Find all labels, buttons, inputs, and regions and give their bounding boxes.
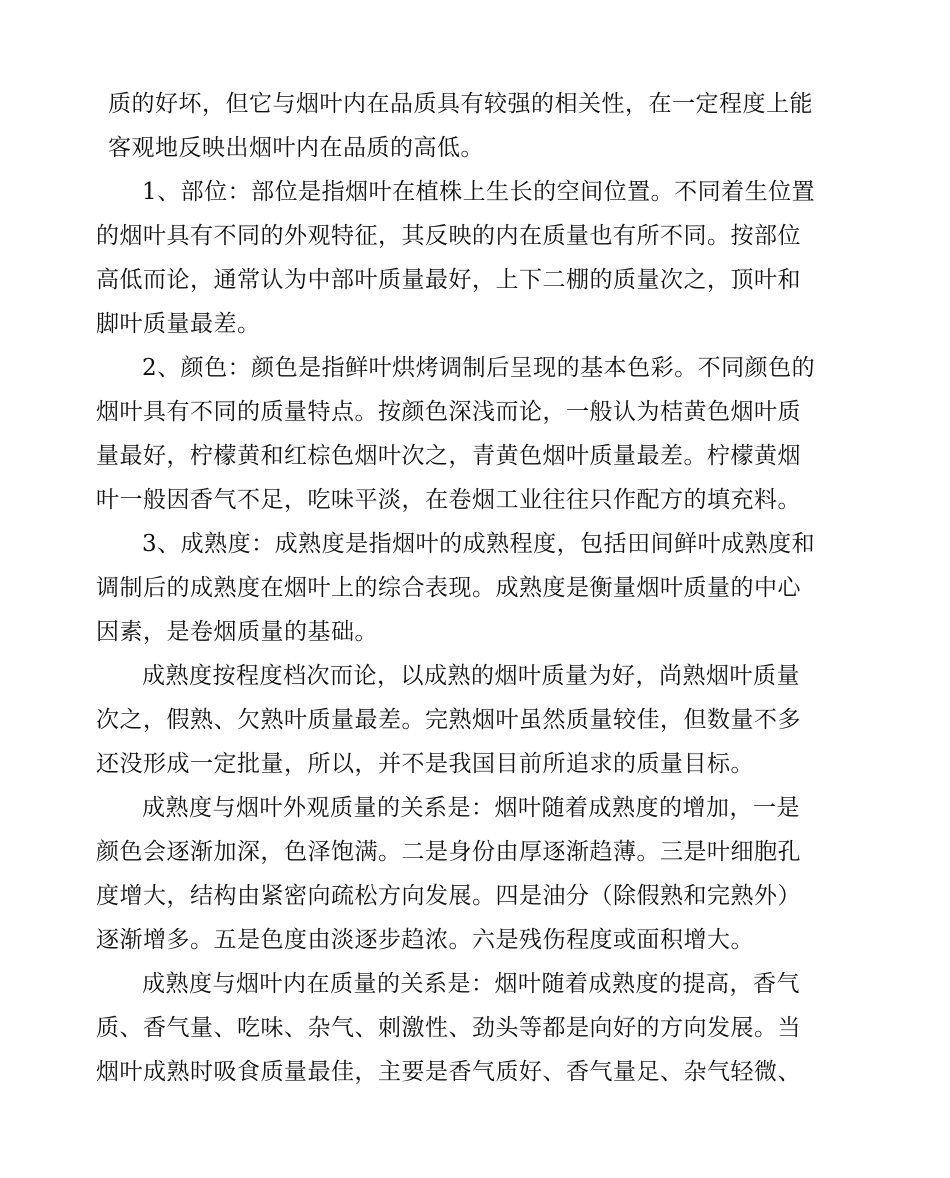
text-line: 颜色会逐渐加深，色泽饱满。二是身份由厚逐渐趋薄。三是叶细胞孔 xyxy=(96,839,801,865)
text-line: 烟叶成熟时吸食质量最佳，主要是香气质好、香气量足、杂气轻微、 xyxy=(96,1059,801,1085)
text-line: 烟叶具有不同的质量特点。按颜色深浅而论，一般认为桔黄色烟叶质 xyxy=(96,399,801,425)
text-line: 调制后的成熟度在烟叶上的综合表现。成熟度是衡量烟叶质量的中心 xyxy=(96,575,801,601)
text-line: 成熟度与烟叶外观质量的关系是：烟叶随着成熟度的增加，一是 xyxy=(142,795,800,821)
text-line: 还没形成一定批量，所以，并不是我国目前所追求的质量目标。 xyxy=(96,751,754,777)
text-line: 脚叶质量最差。 xyxy=(96,311,261,337)
text-line: 3、成熟度：成熟度是指烟叶的成熟程度，包括田间鲜叶成熟度和 xyxy=(142,531,816,557)
text-line: 高低而论，通常认为中部叶质量最好，上下二棚的质量次之，顶叶和 xyxy=(96,267,801,293)
text-line: 成熟度与烟叶内在质量的关系是：烟叶随着成熟度的提高，香气 xyxy=(142,971,800,997)
text-line: 度增大，结构由紧密向疏松方向发展。四是油分（除假熟和完熟外） xyxy=(96,883,801,909)
text-line: 客观地反映出烟叶内在品质的高低。 xyxy=(108,135,484,161)
text-line: 1、部位：部位是指烟叶在植株上生长的空间位置。不同着生位置 xyxy=(142,179,816,205)
text-line: 因素，是卷烟质量的基础。 xyxy=(96,619,378,645)
text-line: 叶一般因香气不足，吃味平淡，在卷烟工业往往只作配方的填充料。 xyxy=(96,487,801,513)
text-line: 成熟度按程度档次而论，以成熟的烟叶质量为好，尚熟烟叶质量 xyxy=(142,663,800,689)
text-line: 质、香气量、吃味、杂气、刺激性、劲头等都是向好的方向发展。当 xyxy=(96,1015,801,1041)
text-line: 质的好坏，但它与烟叶内在品质具有较强的相关性，在一定程度上能 xyxy=(108,91,813,117)
text-line: 2、颜色：颜色是指鲜叶烘烤调制后呈现的基本色彩。不同颜色的 xyxy=(142,355,816,381)
text-line: 逐渐增多。五是色度由淡逐步趋浓。六是残伤程度或面积增大。 xyxy=(96,927,754,953)
text-line: 的烟叶具有不同的外观特征，其反映的内在质量也有所不同。按部位 xyxy=(96,223,801,249)
text-line: 量最好，柠檬黄和红棕色烟叶次之，青黄色烟叶质量最差。柠檬黄烟 xyxy=(96,443,801,469)
text-line: 次之，假熟、欠熟叶质量最差。完熟烟叶虽然质量较佳，但数量不多 xyxy=(96,707,801,733)
